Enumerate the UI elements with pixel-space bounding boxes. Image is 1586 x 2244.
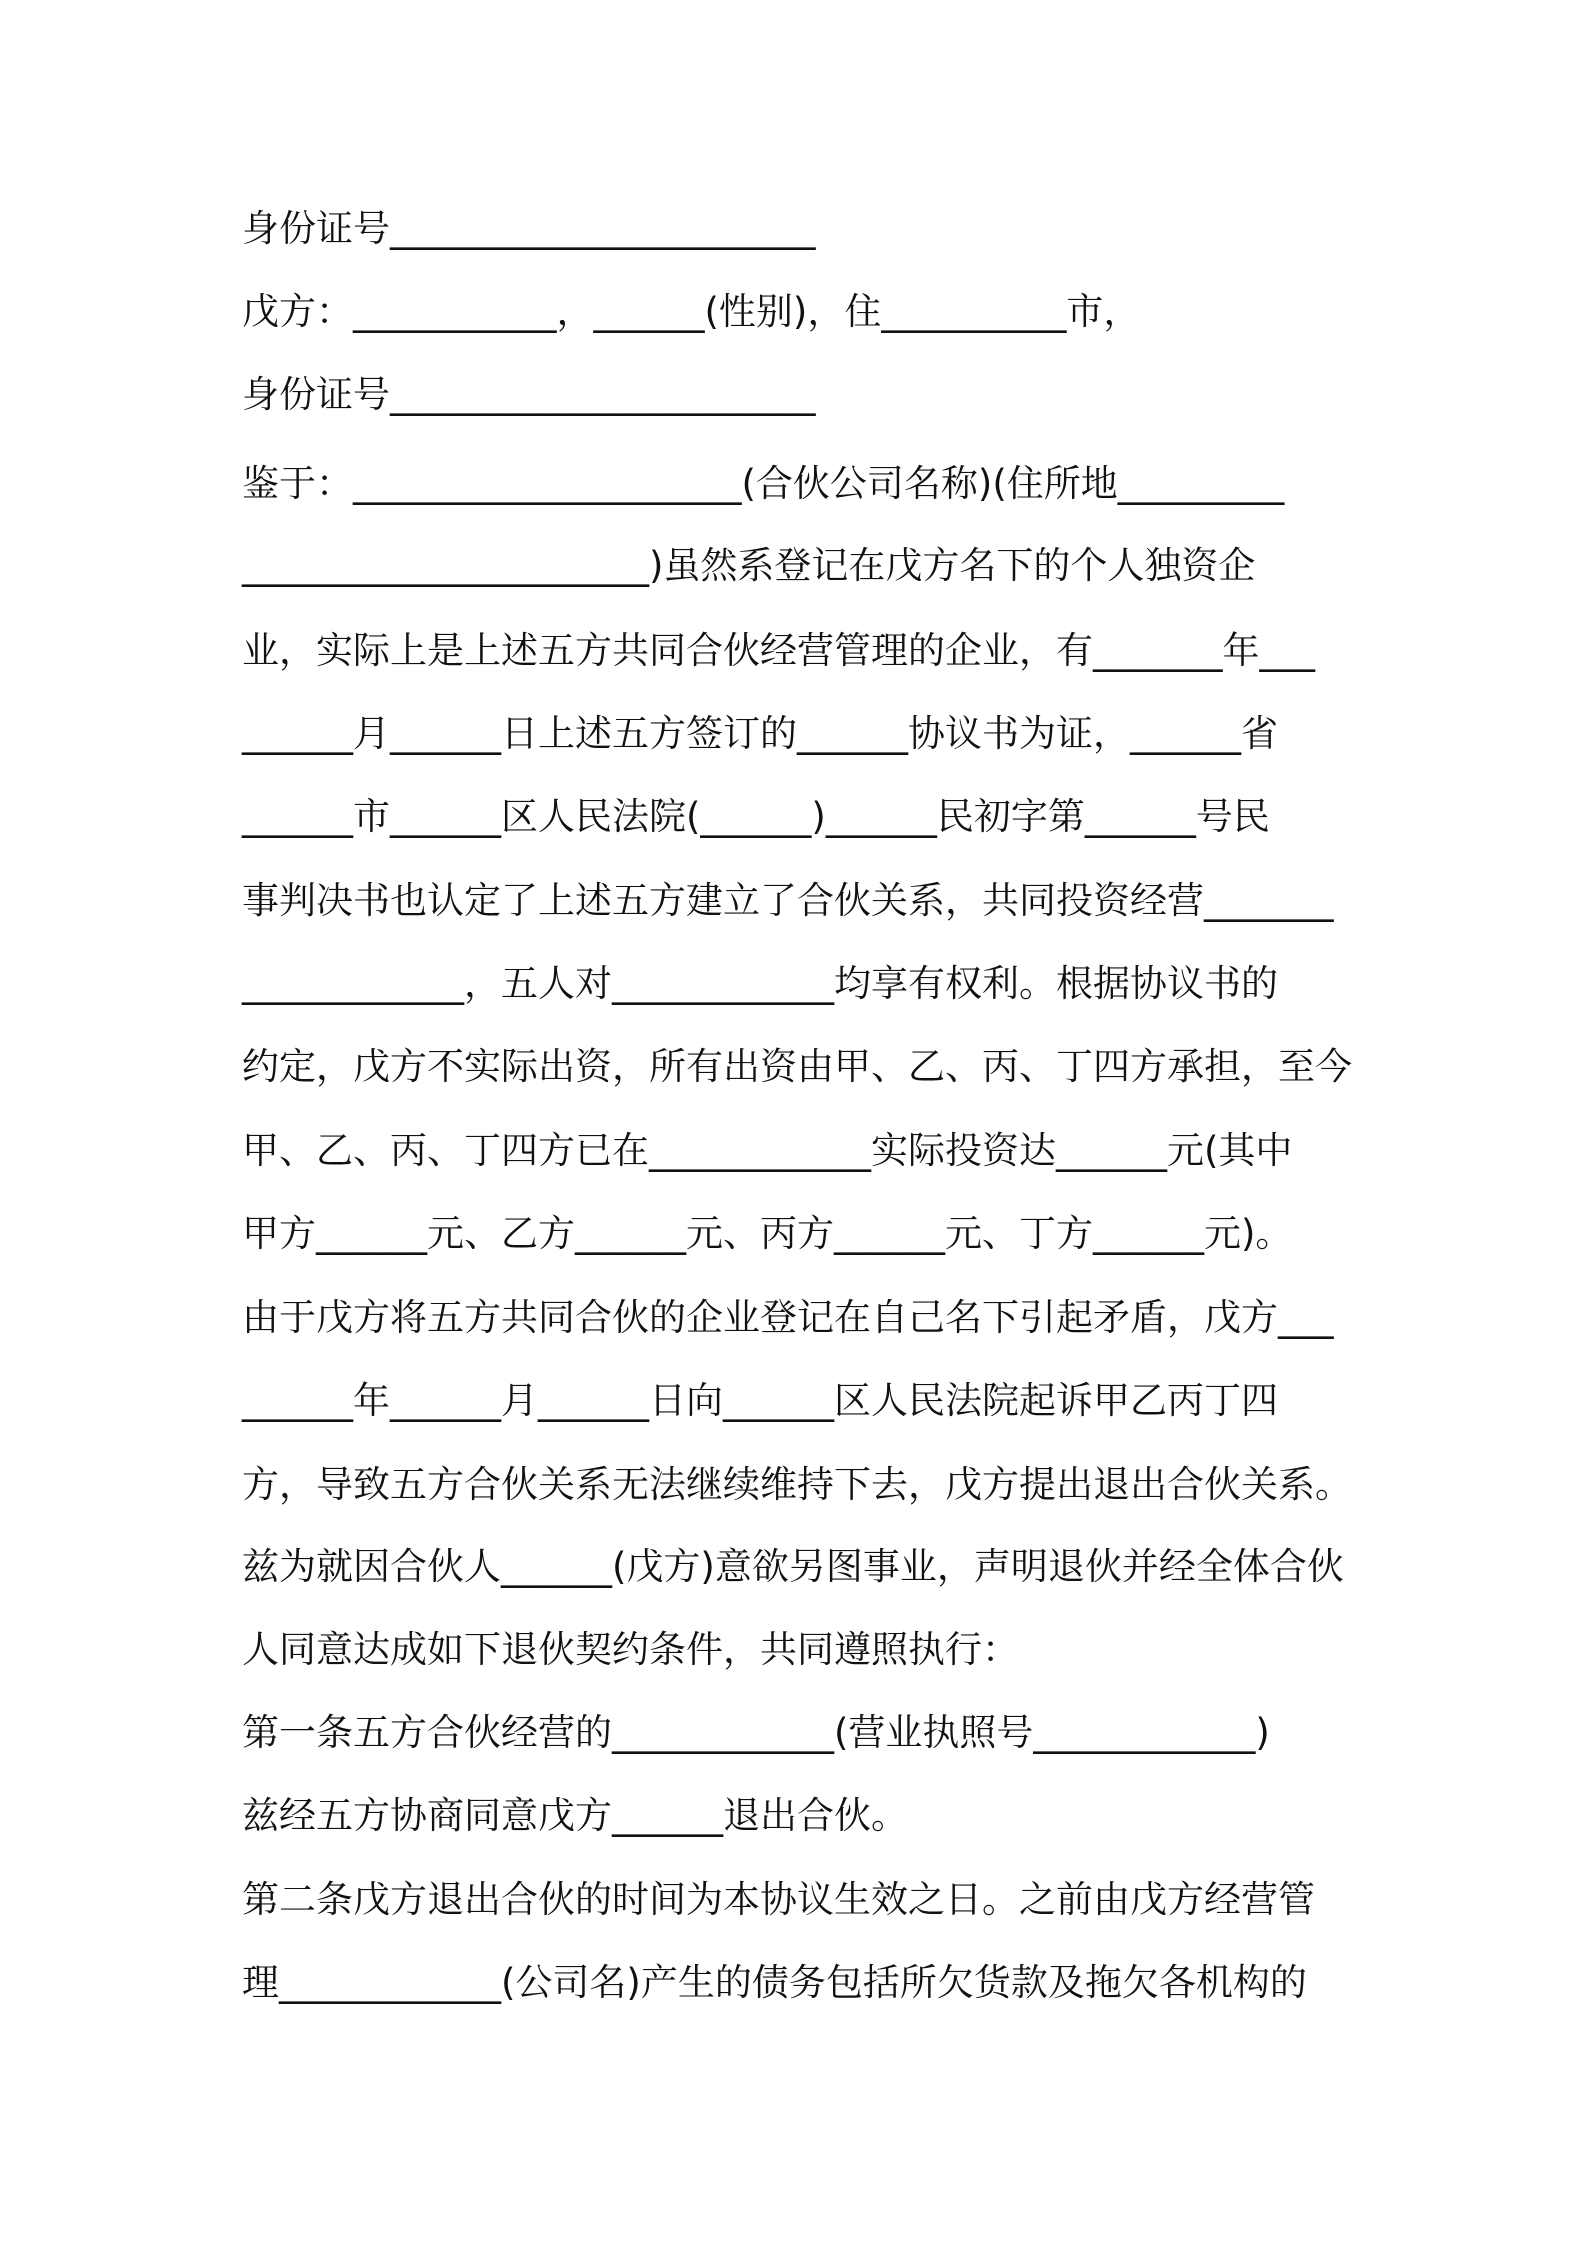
paragraph-line: 人同意达成如下退伙契约条件，共同遵照执行：	[242, 1628, 1019, 1671]
paragraph-line: 事判决书也认定了上述五方建立了合伙关系，共同投资经营_______	[242, 879, 1334, 922]
article-2-line: 理____________(公司名)产生的债务包括所欠货款及拖欠各机构的	[242, 1961, 1307, 2004]
paragraph-line: 甲、乙、丙、丁四方已在____________实际投资达______元(其中	[242, 1129, 1293, 1172]
paragraph-line: ______________________)虽然系登记在戊方名下的个人独资企	[242, 544, 1256, 587]
id-number-line-2: 身份证号_______________________	[242, 373, 816, 416]
whereas-line: 鉴于：_____________________(合伙公司名称)(住所地_________	[242, 462, 1285, 505]
article-1-line: 第一条五方合伙经营的____________(营业执照号____________)	[242, 1711, 1270, 1754]
paragraph-line: ______月______日上述五方签订的______协议书为证，______省	[242, 712, 1278, 755]
paragraph-line: 兹为就因合伙人______(戊方)意欲另图事业，声明退伙并经全体合伙	[242, 1545, 1344, 1588]
paragraph-line: ______年______月______日向______区人民法院起诉甲乙丙丁四	[242, 1379, 1278, 1422]
paragraph-line: ____________，五人对____________均享有权利。根据协议书的	[242, 962, 1278, 1005]
paragraph-line: ______市______区人民法院(______)______民初字第______号民	[242, 795, 1270, 838]
paragraph-line: 业，实际上是上述五方共同合伙经营管理的企业，有_______年___	[242, 629, 1315, 672]
paragraph-line: 约定，戊方不实际出资，所有出资由甲、乙、丙、丁四方承担，至今	[242, 1045, 1352, 1088]
id-number-line-1: 身份证号_______________________	[242, 207, 816, 250]
paragraph-line: 甲方______元、乙方______元、丙方______元、丁方______元)。	[242, 1212, 1293, 1255]
paragraph-line: 方，导致五方合伙关系无法继续维持下去，戊方提出退出合伙关系。	[242, 1463, 1352, 1506]
paragraph-line: 由于戊方将五方共同合伙的企业登记在自己名下引起矛盾，戊方___	[242, 1296, 1334, 1339]
article-2-line: 第二条戊方退出合伙的时间为本协议生效之日。之前由戊方经营管	[242, 1878, 1315, 1921]
party-wu-line: 戊方：___________，______(性别)，住__________市，	[242, 290, 1141, 333]
article-1-line: 兹经五方协商同意戊方______退出合伙。	[242, 1794, 908, 1837]
